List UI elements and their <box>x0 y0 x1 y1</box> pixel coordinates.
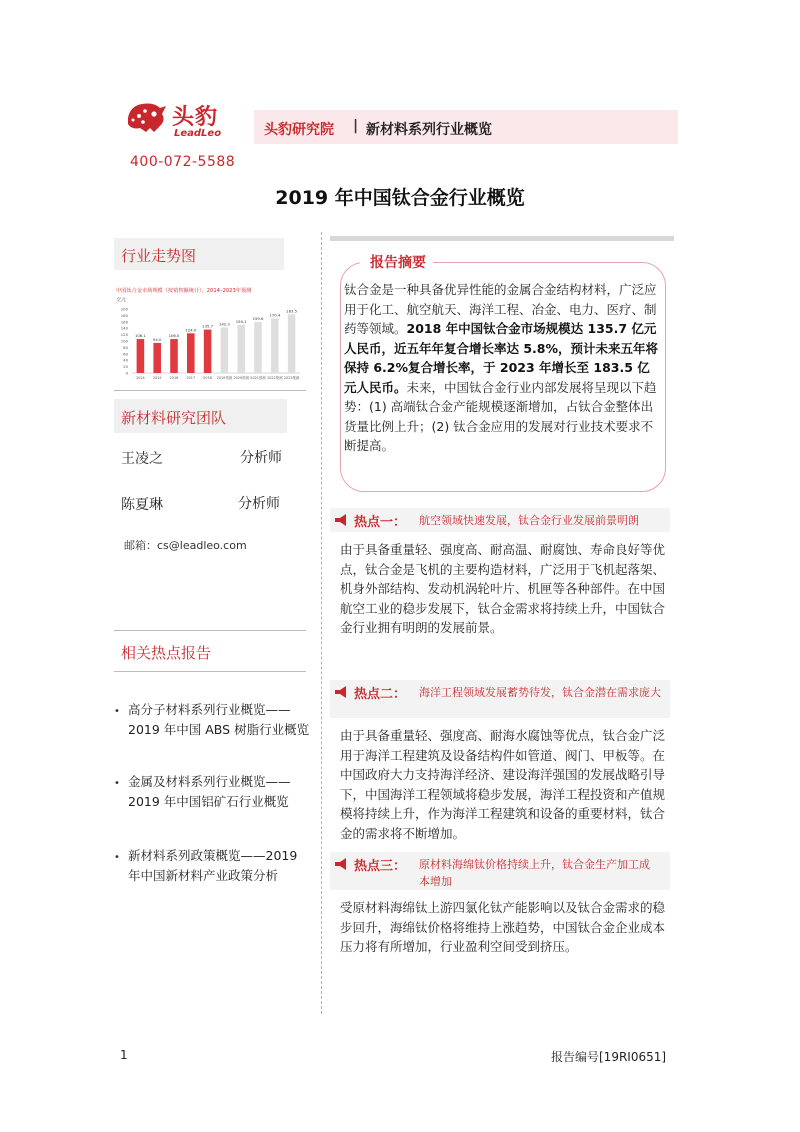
hotspot-label: 热点一： <box>354 515 407 530</box>
leopard-logo-icon <box>124 98 168 136</box>
y-tick-label: 0 <box>125 370 128 376</box>
bar <box>170 339 178 373</box>
column-divider <box>321 232 322 1014</box>
email-contact: 邮箱：cs@leadleo.com <box>124 539 247 552</box>
bullet-icon: • <box>114 778 120 789</box>
bar-value-label: 94.0 <box>152 336 162 342</box>
bar <box>221 327 229 373</box>
divider <box>114 630 306 631</box>
megaphone-icon <box>333 512 349 528</box>
page-number: 1 <box>120 1048 128 1062</box>
bar-value-label: 142.3 <box>218 321 230 327</box>
y-tick-label: 120 <box>120 332 128 338</box>
bar-value-label: 106.1 <box>134 333 146 339</box>
x-tick-label: 2015 <box>152 376 162 380</box>
summary-label: 报告摘要 <box>370 255 426 271</box>
x-tick-label: 2016 <box>169 376 179 380</box>
megaphone-icon <box>333 856 349 872</box>
bar <box>187 333 195 373</box>
y-tick-label: 40 <box>123 357 128 363</box>
trend-section-title: 行业走势图 <box>121 247 197 265</box>
bar <box>288 314 296 373</box>
divider <box>114 390 306 391</box>
member-name: 陈夏琳 <box>121 497 163 513</box>
bar-value-label: 124.0 <box>185 327 197 333</box>
hotspot-text: 由于具备重量轻、强度高、耐高温、耐腐蚀、寿命良好等优点，钛合金是飞机的主要构造材料，广泛用于飞机起落架、机身外部结构、发动机涡轮叶片、机匣等各种部件。在中国航空工业的稳步发展下，钛合金需求将持续上升，中国钛合金行业拥有明朗的发展前景。 <box>340 542 666 635</box>
bar-value-label: 106.0 <box>168 333 180 339</box>
member-role: 分析师 <box>238 496 280 512</box>
hotspot-label: 热点二： <box>354 687 407 702</box>
x-tick-label: 2014 <box>136 376 145 380</box>
y-tick-label: 160 <box>120 319 128 325</box>
divider <box>114 671 306 672</box>
hotspot-desc: 航空领域快速发展，钛合金行业发展前景明朗 <box>419 514 639 527</box>
team-section-title: 新材料研究团队 <box>121 409 227 427</box>
bullet-icon: • <box>114 852 120 863</box>
chart-y-label: 亿元 <box>117 298 126 303</box>
x-tick-label: 2021预测 <box>250 376 266 380</box>
bar <box>254 322 262 373</box>
series-name: 新材料系列行业概览 <box>366 122 492 138</box>
bullet-icon: • <box>114 706 120 717</box>
y-tick-label: 140 <box>120 325 128 331</box>
bar <box>137 339 145 373</box>
y-tick-label: 200 <box>120 306 128 312</box>
member-role: 分析师 <box>240 450 282 466</box>
x-tick-label: 2018 <box>203 376 212 380</box>
page-title: 2019 年中国钛合金行业概览 <box>275 187 525 209</box>
related-report-link[interactable]: 新材料系列政策概览——2019 年中国新材料产业政策分析 <box>128 848 298 883</box>
megaphone-icon <box>333 684 349 700</box>
bar <box>271 318 279 373</box>
bar-value-label: 150.1 <box>235 318 247 324</box>
summary-highlight: 2018 年中国钛合金市场规模达 135.7 亿元人民币，近五年年复合增长率达 5.8%，预计未来五年将保持 6.2%复合增长率，于 2023 年增长至 183.5 亿元人民币。 <box>344 321 659 395</box>
y-tick-label: 20 <box>123 364 128 370</box>
chart-title: 中国钛合金市场规模（按销售额统计），2014–2023年预测 <box>116 288 252 294</box>
related-report-link[interactable]: 高分子材料系列行业概览——2019 年中国 ABS 树脂行业概览 <box>128 702 310 737</box>
related-section-title: 相关热点报告 <box>121 644 212 662</box>
bar-value-label: 170.4 <box>269 312 281 318</box>
header-separator: | <box>353 118 359 134</box>
x-tick-label: 2020预测 <box>233 376 249 380</box>
bar <box>237 325 245 373</box>
x-tick-label: 2017 <box>186 376 196 380</box>
market-size-chart <box>114 285 304 385</box>
hotspot-text: 受原材料海绵钛上游四氯化钛产能影响以及钛合金需求的稳步回升，海绵钛价格将维持上涨趋势，中国钛合金企业成本压力将有所增加，行业盈利空间受到挤压。 <box>340 900 666 954</box>
top-gray-bar <box>330 236 674 241</box>
x-tick-label: 2023预测 <box>283 376 300 380</box>
y-tick-label: 180 <box>120 312 128 318</box>
bar <box>153 343 161 373</box>
summary-label-line <box>433 262 473 263</box>
institute-name: 头豹研究院 <box>264 122 334 138</box>
y-tick-label: 100 <box>120 338 128 344</box>
hotspot-label: 热点三： <box>354 859 407 874</box>
hotspot-text: 由于具备重量轻、强度高、耐海水腐蚀等优点，钛合金广泛用于海洋工程建筑及设备结构件如管道、阀门、甲板等。在中国政府大力支持海洋经济、建设海洋强国的发展战略引导下，中国海洋工程领域将稳步发展，海洋工程投资和产值规模将持续上升，作为海洋工程建筑和设备的重要材料，钛合金的需求将不断增加。 <box>340 728 666 841</box>
bar-value-label: 183.5 <box>286 308 298 314</box>
summary-text: 钛合金是一种具备优异性能的金属合金结构材料，广泛应用于化工、航空航天、海洋工程、冶金、电力、医疗、制药等领域。2018 年中国钛合金市场规模达 135.7 亿元人民币，近五年年复合增长率达 5.8%，预计未来五年将保持 6.2%复合增长率，于 2023 年增长至 183.5 亿元人民币。未来，中国钛合金行业内部发展将呈现以下趋势：(1) 高端钛合金产能规模逐渐增加，占钛合金整体出货量比例上升；(2) 钛合金应用的发展对行业技术要求不断提高。 <box>344 282 659 453</box>
member-name: 王凌之 <box>121 451 163 467</box>
phone-number: 400-072-5588 <box>130 154 236 170</box>
y-tick-label: 60 <box>123 351 128 357</box>
bar <box>204 330 212 373</box>
y-tick-label: 80 <box>123 344 128 350</box>
hotspot-desc: 海洋工程领域发展蓄势待发，钛合金潜在需求庞大 <box>419 686 661 699</box>
bar-value-label: 159.6 <box>252 315 264 321</box>
x-tick-label: 2022预测 <box>267 376 283 380</box>
related-report-link[interactable]: 金属及材料系列行业概览——2019 年中国铝矿石行业概览 <box>128 774 291 809</box>
hotspot-desc: 原材料海绵钛价格持续上升，钛合金生产加工成本增加 <box>419 858 650 888</box>
x-tick-label: 2019预测 <box>216 376 233 380</box>
report-code: 报告编号[19RI0651] <box>551 1050 667 1064</box>
logo-text: 头豹 <box>172 105 219 130</box>
logo-subtext: LeadLeo <box>174 128 222 139</box>
bar-value-label: 135.7 <box>202 323 214 329</box>
